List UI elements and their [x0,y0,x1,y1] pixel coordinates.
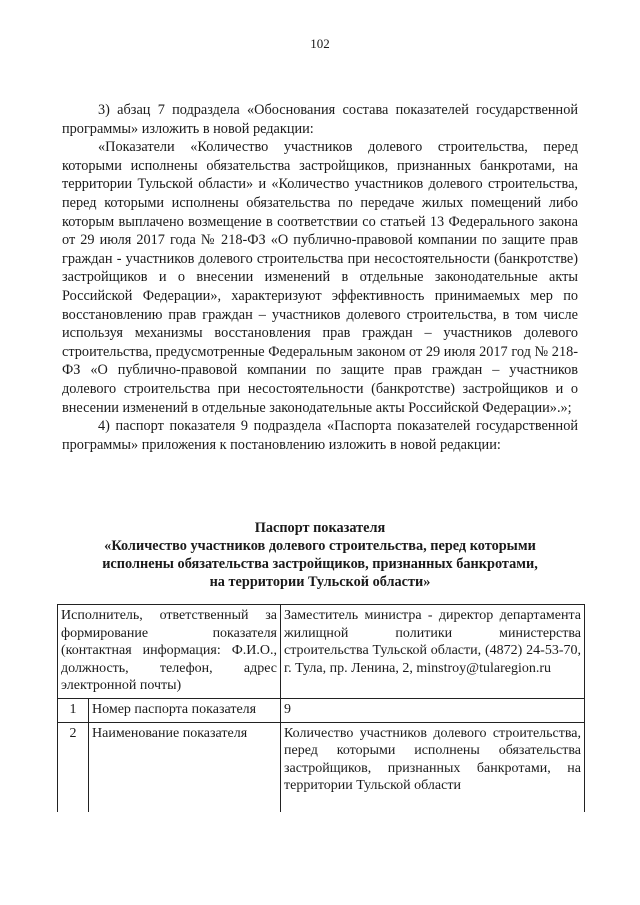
row-label: Наименование показателя [89,722,281,812]
row-number: 2 [58,722,89,812]
responsible-executor-label: Исполнитель, ответственный за формирование показателя (контактная информация: Ф.И.О., должность, телефон, адрес электронной почты) [58,605,281,699]
paragraph-item-3: 3) абзац 7 подраздела «Обоснования состава показателей государственной программы» изложить в новой редакции: [62,102,578,137]
passport-title-line: исполнены обязательства застройщиков, признанных банкротами, [102,556,538,572]
paragraph-indicators-rationale: «Показатели «Количество участников долевого строительства, перед которыми исполнены обязательства застройщиков, признанных банкротами, на территории Тульской области» и «Количество участников долевого строительства, перед которыми исполнены обязательства по передаче жилых помещений либо которым выплачено возмещение в соответствии со статьей 13 Федерального закона от 29 июля 2017 года № 218-ФЗ «О публично-правовой компании по защите прав граждан - участников долевого строительства при несостоятельности (банкротстве) застройщиков и о внесении изменений в отдельные законодательные акты Российской Федерации», характеризуют эффективность принимаемых мер по восстановлению прав граждан – участников долевого строительства, в том числе используя механизмы восстановления прав граждан – участников долевого строительства, предусмотренные Федеральным законом от 29 июля 2017 год № 218-ФЗ «О публично-правовой компании по защите прав граждан – участников долевого строительства при несостоятельности (банкротстве) застройщиков и о внесении изменений в отдельные законодательные акты Российской Федерации».»; [62,139,578,416]
row-value: Количество участников долевого строительства, перед которыми исполнены обязательства застройщиков, признанных банкротами, на территории Тульской области [281,722,585,812]
passport-title-line: «Количество участников долевого строительства, перед которыми [104,538,536,554]
passport-title [62,519,578,591]
row-number: 1 [58,698,89,722]
passport-title-line: на территории Тульской области» [209,574,431,590]
table-row [58,698,585,722]
body-text [62,101,578,454]
passport-table [57,604,585,812]
row-value: 9 [281,698,585,722]
paragraph-item-4: 4) паспорт показателя 9 подраздела «Паспорта показателей государственной программы» приложения к постановлению изложить в новой редакции: [62,418,578,453]
row-label: Номер паспорта показателя [89,698,281,722]
table-row [58,722,585,812]
page-number: 102 [310,36,330,51]
passport-title-line: Паспорт показателя [254,520,386,536]
table-row [58,605,585,699]
responsible-executor-value: Заместитель министра - директор департамента жилищной политики министерства строительства Тульской области, (4872) 24-53-70, г. Тула, пр. Ленина, 2, minstroy@tularegion.ru [281,605,585,699]
